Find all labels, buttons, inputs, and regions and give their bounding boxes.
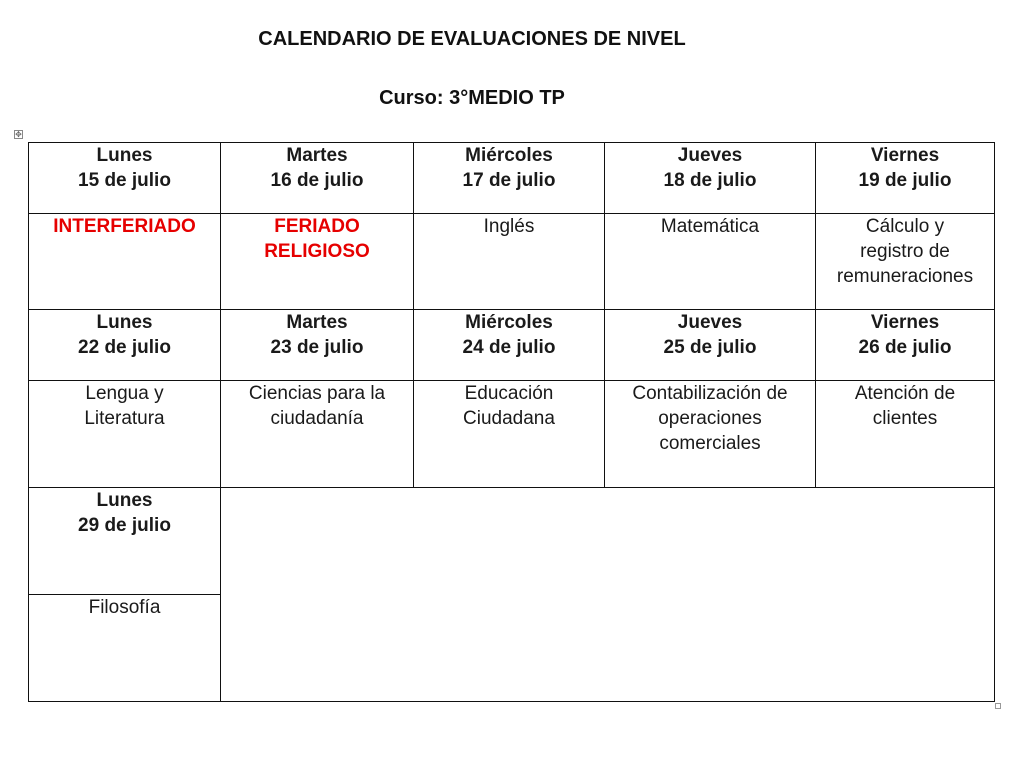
day-date: 26 de julio (858, 337, 952, 358)
day-name: Viernes (870, 312, 940, 333)
day-name: Lunes (96, 145, 153, 166)
week2-subject-row (29, 381, 995, 488)
day-name: Lunes (96, 312, 153, 333)
course-subtitle: Curso: 3°MEDIO TP (379, 87, 565, 109)
day-date: 29 de julio (78, 515, 171, 536)
day-date: 19 de julio (858, 170, 952, 191)
day-name: Jueves (677, 312, 743, 333)
subject-text: clientes (872, 408, 938, 429)
subject-text: comerciales (659, 433, 761, 454)
subject-text: Cálculo y (865, 216, 945, 237)
subject-text: Ciudadana (463, 408, 555, 429)
empty-merged-cell (221, 488, 995, 702)
day-date: 22 de julio (78, 337, 171, 358)
day-header-cell (605, 310, 816, 381)
subject-text: registro de (860, 241, 950, 262)
subject-text: Matemática (660, 216, 760, 237)
subject-text: Ciencias para la (248, 383, 386, 404)
day-header-cell (29, 143, 221, 214)
subject-cell (29, 381, 221, 488)
subject-text: ciudadanía (270, 408, 364, 429)
day-header-cell (221, 310, 414, 381)
week3-header-row (29, 488, 995, 595)
subject-text: Literatura (84, 408, 165, 429)
day-date: 25 de julio (663, 337, 757, 358)
holiday-label: RELIGIOSO (264, 241, 370, 262)
week2-header-row (29, 310, 995, 381)
day-name: Martes (286, 145, 348, 166)
subject-text: Lengua y (85, 383, 164, 404)
day-header-cell (414, 143, 605, 214)
subject-text: operaciones (658, 408, 762, 429)
day-name: Jueves (677, 145, 743, 166)
holiday-cell (29, 214, 221, 310)
subject-text: Contabilización de (632, 383, 788, 404)
day-name: Miércoles (465, 145, 553, 166)
day-date: 18 de julio (663, 170, 757, 191)
day-name: Lunes (96, 490, 153, 511)
day-date: 16 de julio (270, 170, 364, 191)
day-header-cell (816, 143, 995, 214)
document-title: CALENDARIO DE EVALUACIONES DE NIVEL (258, 28, 686, 50)
day-name: Miércoles (465, 312, 553, 333)
subject-cell (414, 381, 605, 488)
day-header-cell (29, 310, 221, 381)
evaluation-calendar-table (28, 142, 995, 702)
day-name: Viernes (870, 145, 940, 166)
table-resize-handle[interactable] (995, 703, 1001, 709)
day-date: 24 de julio (462, 337, 556, 358)
subject-cell (816, 381, 995, 488)
subject-cell (414, 214, 605, 310)
subject-text: Filosofía (88, 597, 161, 618)
week1-header-row (29, 143, 995, 214)
subject-text: remuneraciones (836, 266, 974, 287)
holiday-label: INTERFERIADO (53, 216, 196, 237)
day-header-cell (414, 310, 605, 381)
holiday-label: FERIADO (274, 216, 360, 237)
subject-cell (816, 214, 995, 310)
day-header-cell (29, 488, 221, 595)
day-date: 15 de julio (78, 170, 171, 191)
subject-cell (221, 381, 414, 488)
table-move-handle-icon[interactable]: ✥ (15, 130, 22, 139)
day-header-cell (816, 310, 995, 381)
subject-cell (29, 595, 221, 702)
subject-cell (605, 381, 816, 488)
week1-subject-row (29, 214, 995, 310)
day-header-cell (221, 143, 414, 214)
subject-cell (605, 214, 816, 310)
subject-text: Atención de (854, 383, 956, 404)
day-name: Martes (286, 312, 348, 333)
day-date: 23 de julio (270, 337, 364, 358)
day-date: 17 de julio (462, 170, 556, 191)
subject-text: Educación (464, 383, 554, 404)
subject-text: Inglés (483, 216, 535, 237)
holiday-cell (221, 214, 414, 310)
day-header-cell (605, 143, 816, 214)
